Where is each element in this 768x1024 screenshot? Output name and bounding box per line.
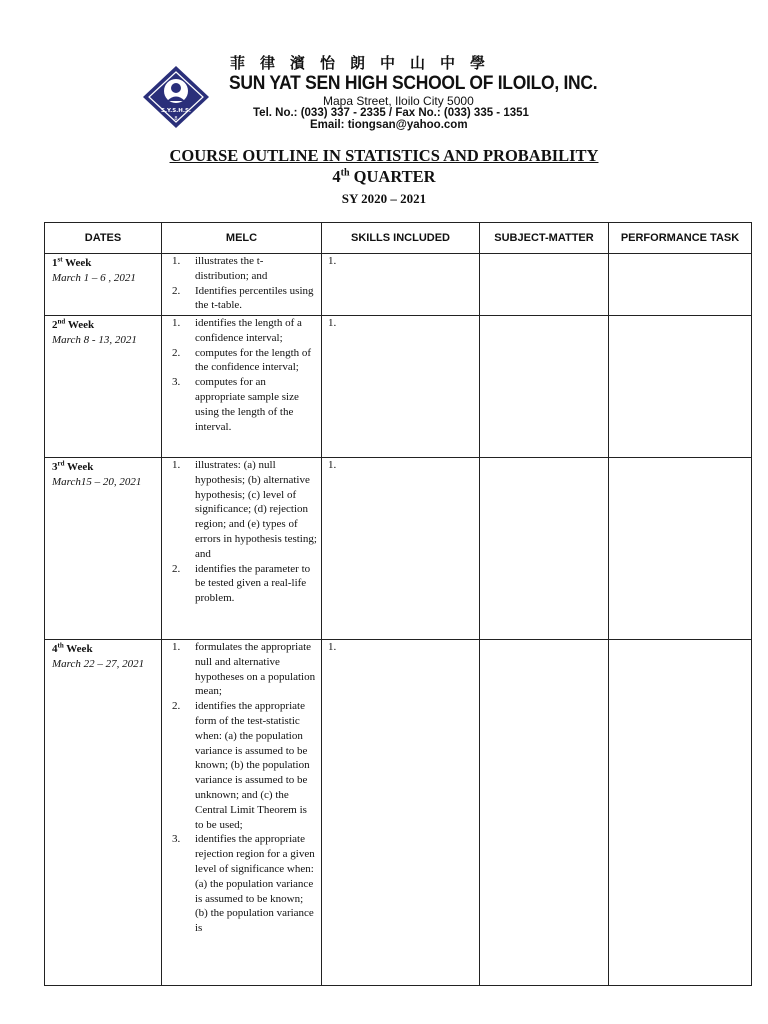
subject-matter-cell <box>480 316 609 458</box>
school-year: SY 2020 – 2021 <box>341 191 427 206</box>
list-item: 2. identifies the appropriate form of the test-statistic when: (a) the population variance is assumed to be known; (b) the population variance is assumed to be unknown; and (c) the Central Limit Theorem is to be used; <box>172 700 310 831</box>
performance-task-cell <box>609 254 752 316</box>
letterhead <box>0 0 768 140</box>
list-item: 1. formulates the appropriate null and alternative hypotheses on a population mean; <box>172 641 316 698</box>
performance-task-cell <box>609 640 752 986</box>
school-logo-icon <box>141 64 211 130</box>
date-range: March15 – 20, 2021 <box>52 475 142 488</box>
date-range: March 1 – 6 , 2021 <box>52 271 136 284</box>
quarter-number: 4 <box>332 167 341 186</box>
quarter-word: QUARTER <box>349 167 436 186</box>
header-skills: SKILLS INCLUDED <box>322 223 480 254</box>
subject-matter-cell <box>480 640 609 986</box>
melc-cell <box>162 640 322 986</box>
dates-cell <box>45 640 162 986</box>
performance-task-cell <box>609 316 752 458</box>
list-item: 3. computes for an appropriate sample size using the length of the interval. <box>172 376 299 433</box>
svg-text:8: 8 <box>174 116 178 122</box>
header-dates: DATES <box>45 223 162 254</box>
course-outline-table <box>44 222 752 986</box>
list-item: 2. Identifies percentiles using the t-table. <box>172 284 314 312</box>
school-phone-fax: Tel. No.: (033) 337 - 2335 / Fax No.: (033) 335 - 1351 <box>253 107 529 119</box>
school-address: Mapa Street, Iloilo City 5000 <box>323 94 474 108</box>
school-name: SUN YAT SEN HIGH SCHOOL OF ILOILO, INC. <box>229 73 598 94</box>
subject-matter-cell <box>480 458 609 640</box>
skills-cell: 1. <box>322 254 480 316</box>
melc-list <box>162 640 321 936</box>
dates-cell <box>45 254 162 316</box>
table-header-row <box>45 223 752 254</box>
logo-text: S.Y.S.H.S. <box>160 108 192 114</box>
title-block <box>0 146 768 209</box>
melc-list <box>162 458 321 606</box>
table-row <box>45 254 752 316</box>
header-melc: MELC <box>162 223 322 254</box>
skills-cell: 1. <box>322 316 480 458</box>
list-item: 2. identifies the parameter to be tested given a real-life problem. <box>172 562 311 605</box>
melc-cell <box>162 458 322 640</box>
chinese-school-name: 菲律濱怡朗中山中學 <box>230 54 501 72</box>
melc-cell <box>162 254 322 316</box>
list-item: 1. illustrates: (a) null hypothesis; (b) alternative hypothesis; (c) level of significance; (d) rejection region; and (e) types of errors in hypothesis testing; and <box>172 459 317 560</box>
table-row <box>45 640 752 986</box>
header-performance-task: PERFORMANCE TASK <box>609 223 752 254</box>
list-item: 1. illustrates the t-distribution; and <box>172 255 268 282</box>
melc-list <box>162 316 321 434</box>
date-range: March 8 - 13, 2021 <box>52 333 137 346</box>
quarter-title <box>0 166 768 188</box>
list-item: 1. identifies the length of a confidence interval; <box>172 317 302 344</box>
melc-list <box>162 254 321 313</box>
school-email: Email: tiongsan@yahoo.com <box>310 119 468 131</box>
list-item: 2. computes for the length of the confidence interval; <box>172 346 312 374</box>
week-label: 1st Week <box>52 255 92 269</box>
header-subject-matter: SUBJECT-MATTER <box>480 223 609 254</box>
subject-matter-cell <box>480 254 609 316</box>
melc-cell <box>162 316 322 458</box>
dates-cell <box>45 458 162 640</box>
week-label: 4th Week <box>52 641 93 655</box>
quarter-suffix: th <box>340 167 350 179</box>
week-label: 3rd Week <box>52 459 94 473</box>
table-row <box>45 458 752 640</box>
skills-cell: 1. <box>322 458 480 640</box>
week-label: 2nd Week <box>52 317 95 331</box>
course-title: COURSE OUTLINE IN STATISTICS AND PROBABILITY <box>169 146 599 165</box>
list-item: 3. identifies the appropriate rejection region for a given level of significance when: (a) the population variance is assumed to be known; (b) the population variance is <box>172 833 315 935</box>
date-range: March 22 – 27, 2021 <box>52 657 145 670</box>
dates-cell <box>45 316 162 458</box>
table-row <box>45 316 752 458</box>
performance-task-cell <box>609 458 752 640</box>
skills-cell: 1. <box>322 640 480 986</box>
